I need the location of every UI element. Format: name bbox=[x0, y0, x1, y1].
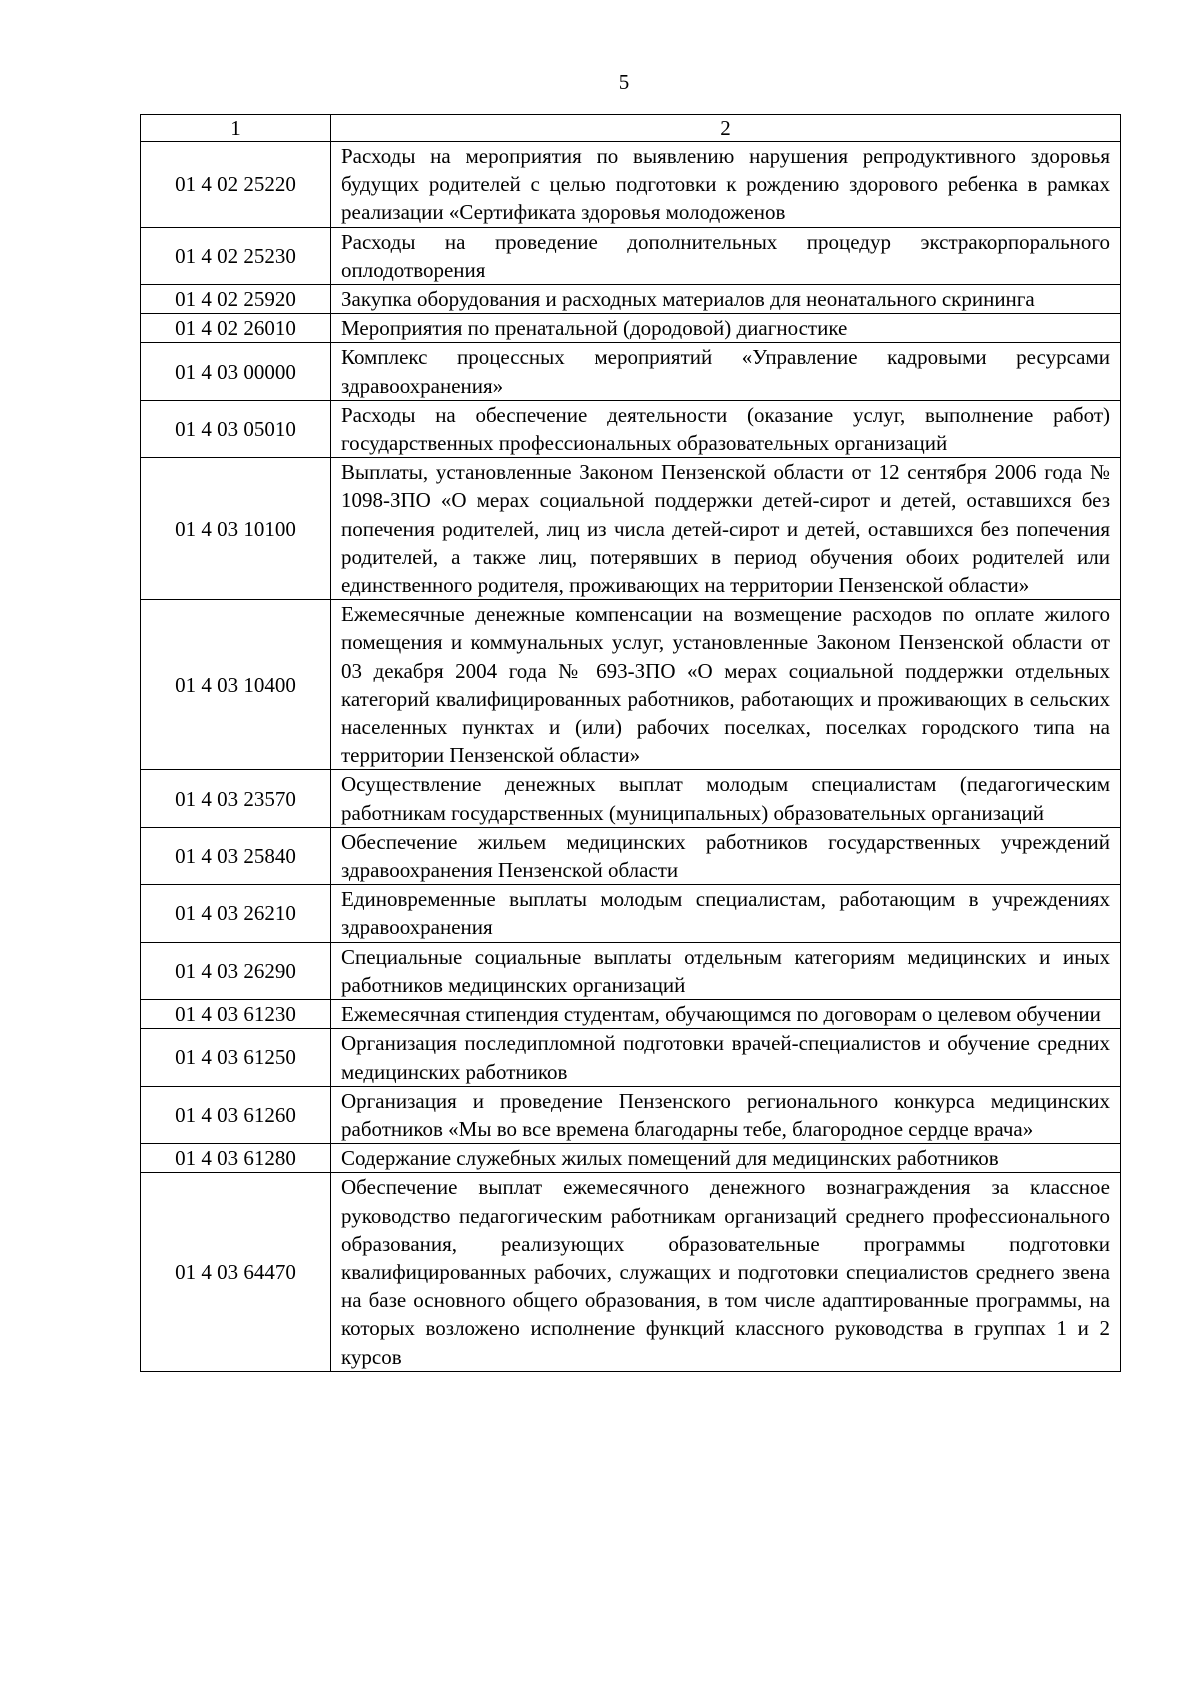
table-row bbox=[141, 827, 1121, 884]
table-row bbox=[141, 600, 1121, 770]
expense-description-cell: Организация последипломной подготовки врачей-специалистов и обучение средних медицинских работников bbox=[331, 1029, 1121, 1086]
budget-code-cell: 01 4 03 61260 bbox=[141, 1086, 331, 1143]
table-row bbox=[141, 227, 1121, 284]
table-row bbox=[141, 1144, 1121, 1173]
expense-description-cell: Расходы на мероприятия по выявлению нарушения репродуктивного здоровья будущих родителей с целью подготовки к рождению здорового ребенка в рамках реализации «Сертификата здоровья молодоженов bbox=[331, 142, 1121, 228]
table-row bbox=[141, 885, 1121, 942]
table-row bbox=[141, 343, 1121, 400]
expense-description-cell: Специальные социальные выплаты отдельным категориям медицинских и иных работников медицинских организаций bbox=[331, 942, 1121, 999]
expense-description-cell: Обеспечение выплат ежемесячного денежного вознаграждения за классное руководство педагогическим работникам организаций среднего профессионального образования, реализующих образовательные программы подготовки квалифицированных рабочих, служащих и подготовки специалистов среднего звена на базе основного общего образования, в том числе адаптированные программы, на которых возложено исполнение функций классного руководства в группах 1 и 2 курсов bbox=[331, 1173, 1121, 1371]
budget-code-cell: 01 4 03 00000 bbox=[141, 343, 331, 400]
expense-description-cell: Мероприятия по пренатальной (дородовой) диагностике bbox=[331, 314, 1121, 343]
table-row bbox=[141, 1173, 1121, 1371]
expense-description-cell: Организация и проведение Пензенского регионального конкурса медицинских работников «Мы во все времена благодарны тебе, благородное сердце врача» bbox=[331, 1086, 1121, 1143]
budget-code-cell: 01 4 03 26290 bbox=[141, 942, 331, 999]
expense-description-cell: Единовременные выплаты молодым специалистам, работающим в учреждениях здравоохранения bbox=[331, 885, 1121, 942]
column-header-name: 2 bbox=[331, 115, 1121, 142]
expense-description-cell: Выплаты, установленные Законом Пензенской области от 12 сентября 2006 года № 1098-ЗПО «О мерах социальной поддержки детей-сирот и детей, оставшихся без попечения родителей, лиц из числа детей-сирот и детей, оставшихся без попечения родителей, а также лиц, потерявших в период обучения обоих родителей или единственного родителя, проживающих на территории Пензенской области» bbox=[331, 458, 1121, 600]
budget-code-cell: 01 4 03 10100 bbox=[141, 458, 331, 600]
budget-code-cell: 01 4 03 10400 bbox=[141, 600, 331, 770]
table-row bbox=[141, 942, 1121, 999]
table-row bbox=[141, 1029, 1121, 1086]
budget-code-cell: 01 4 03 64470 bbox=[141, 1173, 331, 1371]
column-header-code: 1 bbox=[141, 115, 331, 142]
expense-description-cell: Обеспечение жильем медицинских работников государственных учреждений здравоохранения Пензенской области bbox=[331, 827, 1121, 884]
expense-description-cell: Закупка оборудования и расходных материалов для неонатального скрининга bbox=[331, 285, 1121, 314]
budget-code-cell: 01 4 03 61250 bbox=[141, 1029, 331, 1086]
budget-code-cell: 01 4 03 05010 bbox=[141, 400, 331, 457]
expense-description-cell: Ежемесячная стипендия студентам, обучающимся по договорам о целевом обучении bbox=[331, 1000, 1121, 1029]
budget-code-cell: 01 4 02 25920 bbox=[141, 285, 331, 314]
expense-description-cell: Осуществление денежных выплат молодым специалистам (педагогическим работникам государственных (муниципальных) образовательных организаций bbox=[331, 770, 1121, 827]
expense-description-cell: Содержание служебных жилых помещений для медицинских работников bbox=[331, 1144, 1121, 1173]
table-row bbox=[141, 1086, 1121, 1143]
expense-description-cell: Расходы на обеспечение деятельности (оказание услуг, выполнение работ) государственных профессиональных образовательных организаций bbox=[331, 400, 1121, 457]
budget-code-cell: 01 4 03 61230 bbox=[141, 1000, 331, 1029]
table-row bbox=[141, 770, 1121, 827]
budget-code-cell: 01 4 03 61280 bbox=[141, 1144, 331, 1173]
table-row bbox=[141, 1000, 1121, 1029]
expense-description-cell: Ежемесячные денежные компенсации на возмещение расходов по оплате жилого помещения и коммунальных услуг, установленные Законом Пензенской области от 03 декабря 2004 года № 693-ЗПО «О мерах социальной поддержки отдельных категорий квалифицированных работников, работающих и проживающих в сельских населенных пунктах и (или) рабочих поселках, поселках городского типа на территории Пензенской области» bbox=[331, 600, 1121, 770]
table-row bbox=[141, 142, 1121, 228]
budget-code-cell: 01 4 03 26210 bbox=[141, 885, 331, 942]
budget-code-cell: 01 4 02 25230 bbox=[141, 227, 331, 284]
budget-code-cell: 01 4 02 25220 bbox=[141, 142, 331, 228]
expense-description-cell: Расходы на проведение дополнительных процедур экстракорпорального оплодотворения bbox=[331, 227, 1121, 284]
table-row bbox=[141, 285, 1121, 314]
budget-code-cell: 01 4 03 25840 bbox=[141, 827, 331, 884]
table-row bbox=[141, 400, 1121, 457]
expense-description-cell: Комплекс процессных мероприятий «Управление кадровыми ресурсами здравоохранения» bbox=[331, 343, 1121, 400]
budget-code-cell: 01 4 03 23570 bbox=[141, 770, 331, 827]
budget-code-cell: 01 4 02 26010 bbox=[141, 314, 331, 343]
page-number: 5 bbox=[618, 70, 630, 94]
table-header-row bbox=[141, 115, 1121, 142]
budget-code-table bbox=[140, 114, 1121, 1372]
table-row bbox=[141, 458, 1121, 600]
table-row bbox=[141, 314, 1121, 343]
